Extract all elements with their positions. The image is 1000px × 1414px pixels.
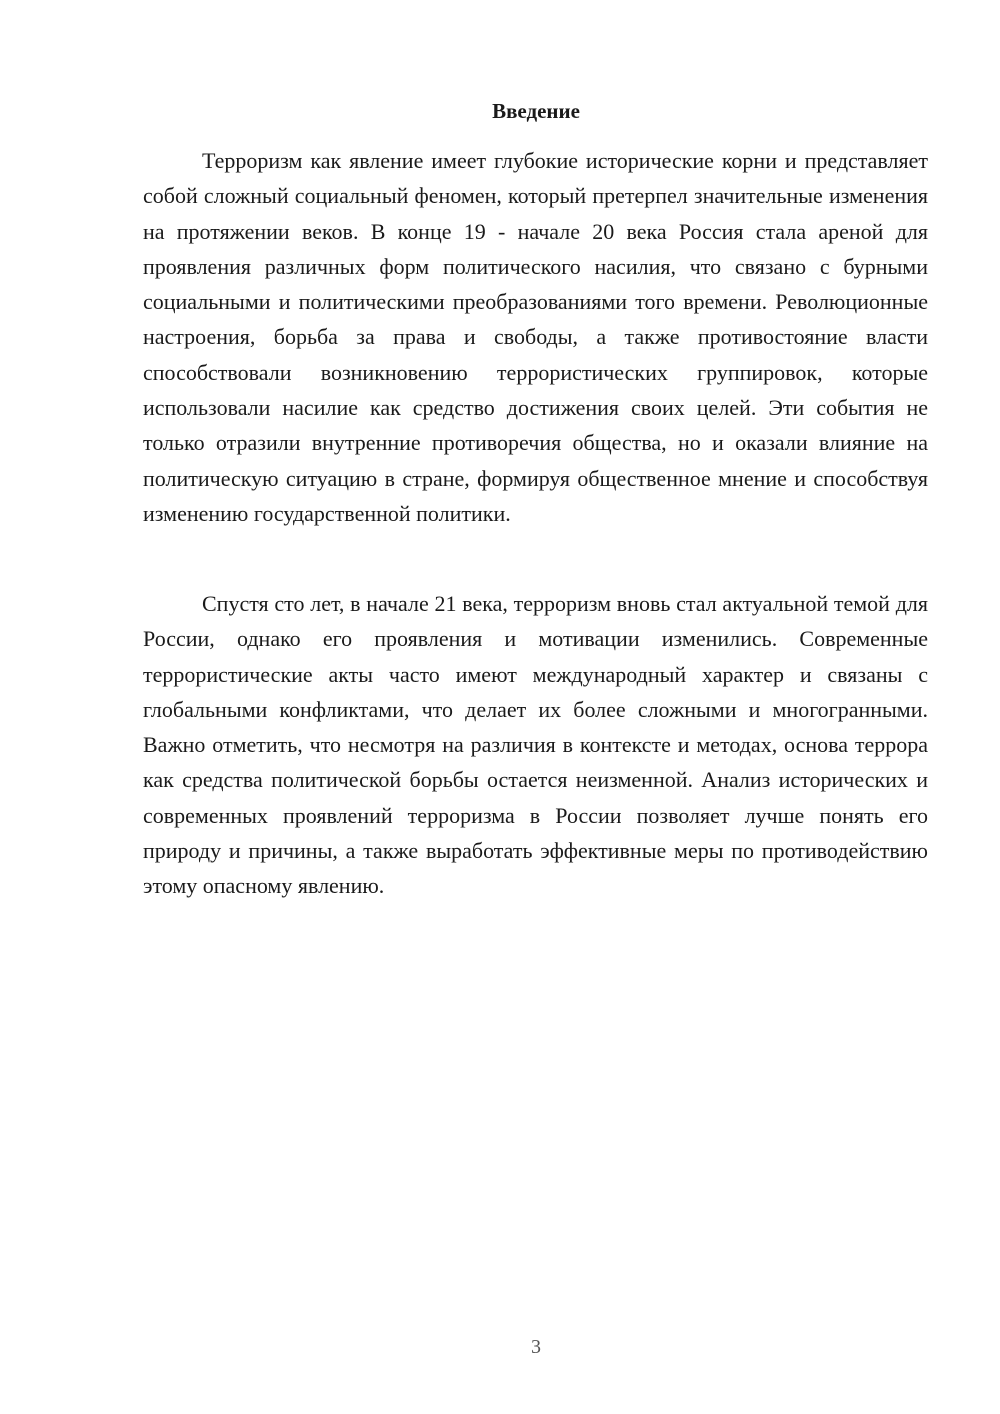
body-paragraph-2: Спустя сто лет, в начале 21 века, терроризм вновь стал актуальной темой для России, однако его проявления и мотивации изменились. Современные террористические акты часто имеют международный характер и связаны с глобальными конфликтами, что делает их более сложными и многогранными. Важно отметить, что несмотря на различия в контексте и методах, основа террора как средства политической борьбы остается неизменной. Анализ исторических и современных проявлений терроризма в России позволяет лучше понять его природу и причины, а также выработать эффективные меры по противодействию этому опасному явлению. <box>143 591 928 899</box>
section-heading: Введение <box>492 99 580 123</box>
body-paragraph-1: Терроризм как явление имеет глубокие исторические корни и представляет собой сложный социальный феномен, который претерпел значительные изменения на протяжении веков. В конце 19 - начале 20 века Россия стала ареной для проявления различных форм политического насилия, что связано с бурными социальными и политическими преобразованиями того времени. Революционные настроения, борьба за права и свободы, а также противостояние власти способствовали возникновению террористических группировок, которые использовали насилие как средство достижения своих целей. Эти события не только отразили внутренние противоречия общества, но и оказали влияние на политическую ситуацию в стране, формируя общественное мнение и способствуя изменению государственной политики. <box>143 148 928 526</box>
page-number: 3 <box>531 1336 541 1358</box>
